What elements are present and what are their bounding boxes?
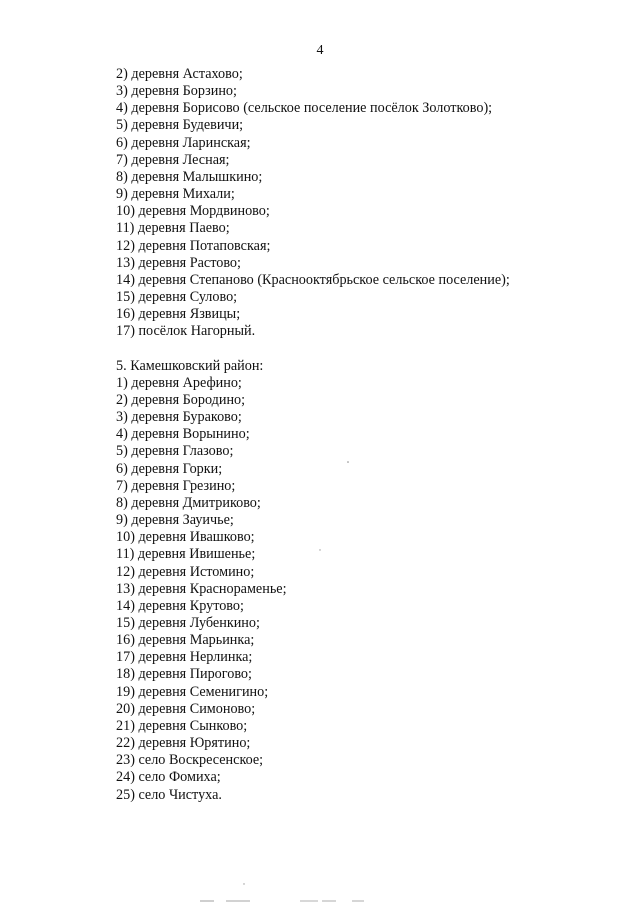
list-item: 17) посёлок Нагорный.	[116, 323, 256, 340]
list-item: 12) деревня Потаповская;	[116, 237, 271, 254]
document-body	[116, 66, 616, 804]
scan-speck	[243, 883, 244, 884]
list-item: 17) деревня Нерлинка;	[116, 649, 253, 666]
list-item: 23) село Воскресенское;	[116, 752, 264, 769]
list-item: 14) деревня Степаново (Краснооктябрьское сельское поселение);	[116, 271, 510, 288]
list-item: 7) деревня Грезино;	[116, 477, 236, 494]
list-item: 6) деревня Горки;	[116, 460, 223, 477]
list-item: 12) деревня Истомино;	[116, 563, 255, 580]
list-item: 5) деревня Глазово;	[116, 443, 234, 460]
list-item: 20) деревня Симоново;	[116, 700, 256, 717]
list-item: 22) деревня Юрятино;	[116, 735, 251, 752]
list-item: 13) деревня Растово;	[116, 254, 241, 271]
list-item: 9) деревня Зауичье;	[116, 512, 234, 529]
list-item: 8) деревня Малышкино;	[116, 168, 263, 185]
settlement-list-kameshkovsky	[116, 375, 616, 804]
list-item: 18) деревня Пирогово;	[116, 666, 252, 683]
list-item: 9) деревня Михали;	[116, 186, 235, 203]
list-item: 11) деревня Паево;	[116, 220, 230, 237]
list-item: 15) деревня Лубенкино;	[116, 614, 260, 631]
list-item: 21) деревня Сынково;	[116, 717, 248, 734]
settlement-list-previous-district	[116, 66, 616, 341]
list-item: 7) деревня Лесная;	[116, 151, 230, 168]
paragraph-spacer	[116, 341, 616, 358]
list-item: 2) деревня Астахово;	[116, 66, 243, 82]
page-number: 4	[316, 43, 324, 58]
list-item: 4) деревня Ворынино;	[116, 426, 250, 443]
list-item: 8) деревня Дмитриково;	[116, 494, 261, 511]
section-heading: 5. Камешковский район:	[116, 357, 264, 374]
list-item: 10) деревня Ивашково;	[116, 529, 255, 546]
list-item: 19) деревня Семенигино;	[116, 683, 269, 700]
list-item: 11) деревня Ивишенье;	[116, 546, 256, 563]
list-item: 14) деревня Крутово;	[116, 597, 244, 614]
list-item: 15) деревня Сулово;	[116, 289, 238, 306]
list-item: 1) деревня Арефино;	[116, 374, 242, 391]
list-item: 3) деревня Бураково;	[116, 409, 242, 426]
list-item: 3) деревня Борзино;	[116, 83, 237, 100]
list-item: 16) деревня Язвицы;	[116, 306, 241, 323]
list-item: 25) село Чистуха.	[116, 786, 222, 803]
list-item: 10) деревня Мордвиново;	[116, 203, 270, 220]
list-item: 16) деревня Марьинка;	[116, 632, 255, 649]
list-item: 24) село Фомиха;	[116, 769, 221, 786]
list-item: 4) деревня Борисово (сельское поселение посёлок Золотково);	[116, 100, 493, 117]
list-item: 13) деревня Краснораменье;	[116, 580, 287, 597]
list-item: 6) деревня Ларинская;	[116, 134, 251, 151]
list-item: 2) деревня Бородино;	[116, 391, 246, 408]
list-item: 5) деревня Будевичи;	[116, 117, 244, 134]
